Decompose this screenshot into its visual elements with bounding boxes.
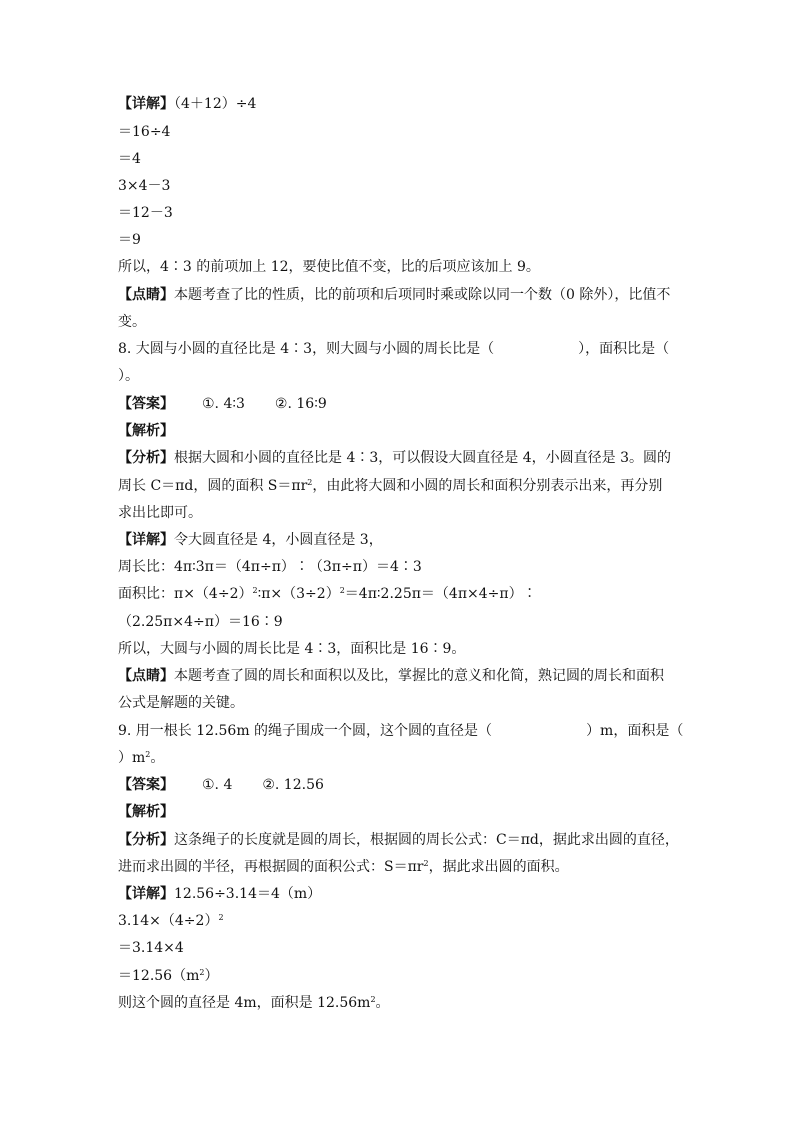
q8-stem-line-1: 8. 大圆与小圆的直径比是 4∶3，则大圆与小圆的周长比是（ ），面积比是（ — [118, 341, 670, 357]
q8-fenxi-line-3: 求出比即可。 — [118, 505, 202, 521]
q8-fenxi-line-1: 【分析】根据大圆和小圆的直径比是 4∶3，可以假设大圆直径是 4，小圆直径是 3。圆的 — [118, 450, 671, 466]
detail-tag: 【详解】 — [118, 532, 174, 548]
q7-conclusion: 所以，4∶3 的前项加上 12，要使比值不变，比的后项应该加上 9。 — [118, 259, 540, 275]
q7-detail-line-6: ＝9 — [118, 232, 141, 248]
fenxi-tag: 【分析】 — [118, 832, 174, 848]
q8-detail-line-2: 周长比：4π∶3π＝（4π÷π）∶（3π÷π）＝4∶3 — [118, 559, 422, 575]
q9-detail-line-3: ＝3.14×4 — [118, 940, 184, 956]
q8-analysis-tag: 【解析】 — [118, 423, 174, 439]
q8-detail-line-1: 【详解】令大圆直径是 4，小圆直径是 3， — [118, 532, 383, 548]
q9-detail-line-2: $3.14\times(4\div 2)^2$ — [118, 913, 224, 929]
q8-detail-line-4: （2.25π×4÷π）＝16∶9 — [118, 614, 283, 630]
q9-detail-line-1: 【详解】12.56÷3.14＝4（m） — [118, 886, 322, 902]
detail-tag: 【详解】 — [118, 96, 174, 112]
q7-point-line-2: 变。 — [118, 314, 146, 330]
q8-point-line-1: 【点睛】本题考查了圆的周长和面积以及比，掌握比的意义和化简，熟记圆的周长和面积 — [118, 668, 664, 684]
point-tag: 【点睛】 — [118, 287, 174, 303]
q8-stem-line-2: ）。 — [118, 368, 139, 384]
q8-answer: 【答案】 ①. 4∶3 ②. 16∶9 — [118, 396, 327, 412]
q7-detail-line-1: 【详解】（4＋12）÷4 — [118, 96, 257, 112]
q8-fenxi-line-2: 周长 C＝πd，圆的面积 $S=\pi r^2$，由此将大圆和小圆的周长和面积分别表示出来，再分别 — [118, 478, 663, 494]
point-tag: 【点睛】 — [118, 668, 174, 684]
q9-conclusion: 则这个圆的直径是 4m，面积是 $12.56m^2$。 — [118, 995, 390, 1011]
q7-detail-line-4: 3×4－3 — [118, 178, 171, 194]
q8-detail-line-3: 面积比：$\pi\times(4\div 2)^2∶\pi\times(3\div 2)^2=4\pi∶2.25\pi=(4\pi\times 4\div\pi)∶$ — [118, 586, 537, 602]
answer-tag: 【答案】 — [118, 777, 174, 793]
q7-detail-line-2: ＝16÷4 — [118, 124, 171, 140]
fenxi-tag: 【分析】 — [118, 450, 174, 466]
q9-fenxi-line-2: 进而求出圆的半径，再根据圆的面积公式：$S=\pi r^2$，据此求出圆的面积。 — [118, 859, 569, 875]
q9-analysis-tag: 【解析】 — [118, 804, 174, 820]
q9-stem-line-1: 9. 用一根长 12.56m 的绳子围成一个圆，这个圆的直径是（ ）m，面积是（ — [118, 723, 684, 739]
q8-point-line-2: 公式是解题的关键。 — [118, 695, 244, 711]
q7-detail-line-3: ＝4 — [118, 151, 141, 167]
q8-conclusion: 所以，大圆与小圆的周长比是 4∶3，面积比是 16∶9。 — [118, 641, 466, 657]
q9-fenxi-line-1: 【分析】这条绳子的长度就是圆的周长，根据圆的周长公式：C＝πd，据此求出圆的直径， — [118, 832, 679, 848]
q7-detail-line-5: ＝12－3 — [118, 205, 173, 221]
answer-tag: 【答案】 — [118, 396, 174, 412]
q9-detail-line-4: $=12.56(m^2)$ — [118, 968, 219, 984]
q7-point-line-1: 【点睛】本题考查了比的性质，比的前项和后项同时乘或除以同一个数（0 除外），比值不 — [118, 287, 671, 303]
detail-tag: 【详解】 — [118, 886, 174, 902]
q9-answer: 【答案】 ①. 4 ②. 12.56 — [118, 777, 324, 793]
q9-stem-line-2: ）$m^2$。 — [118, 750, 165, 766]
